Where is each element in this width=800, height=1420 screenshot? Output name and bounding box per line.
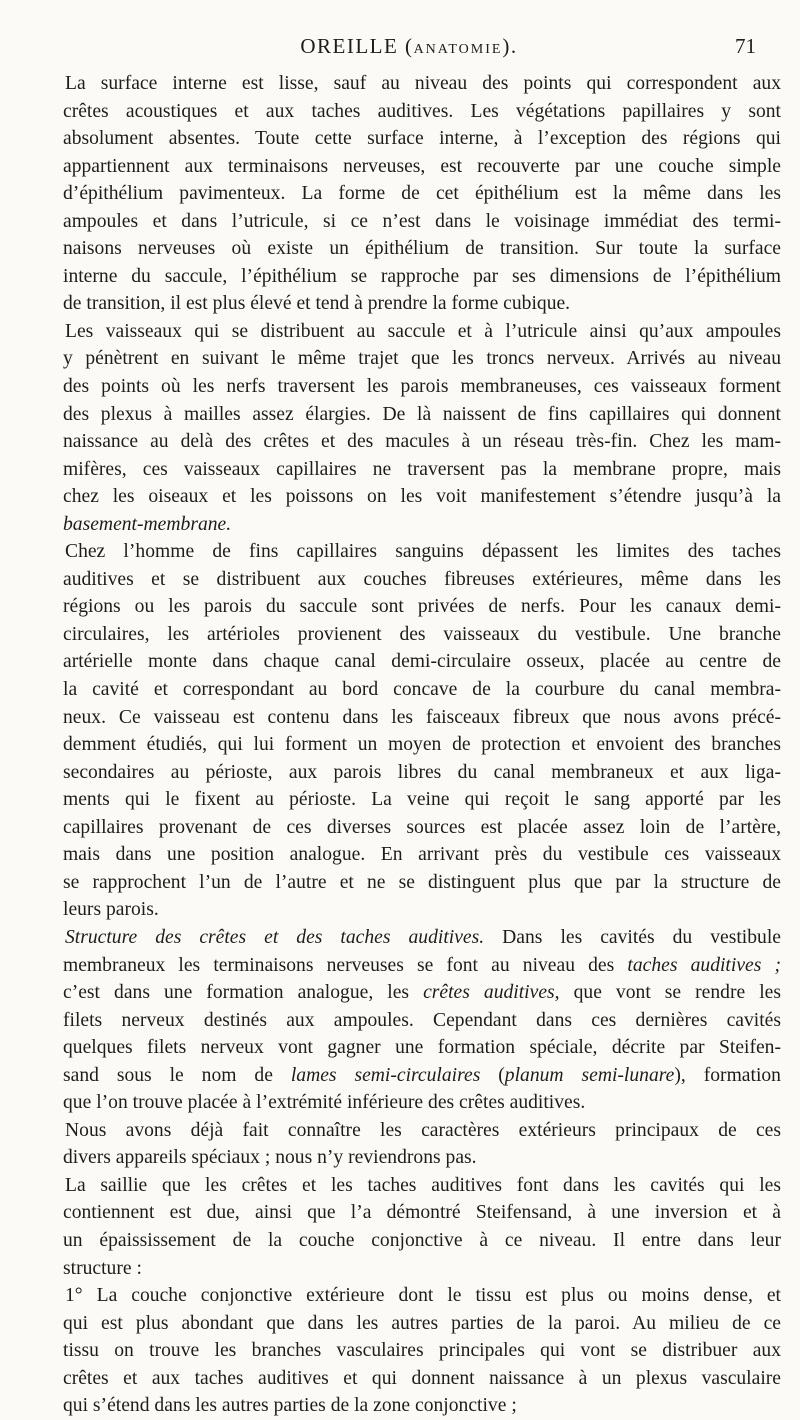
text-line: c’est dans une formation analogue, les crêtes auditives, que vont se rendre les: [63, 982, 781, 1004]
text-line: Structure des crêtes et des taches auditives. Dans les cavités du vestibule: [65, 926, 781, 948]
paragraph: [63, 318, 781, 538]
text-line: leurs parois.: [63, 899, 159, 921]
text-line: appartiennent aux terminaisons nerveuses, est recouverte par une couche simple: [63, 155, 781, 177]
text-line: filets nerveux destinés aux ampoules. Cependant dans ces dernières cavités: [63, 1009, 781, 1031]
text-line: chez les oiseaux et les poissons on les voit manifestement s’étendre jusqu’à la: [63, 486, 781, 508]
page-header: [62, 34, 756, 64]
paragraph: [63, 538, 781, 924]
running-title-subject: ANATOMIE: [413, 42, 503, 57]
running-title: [62, 34, 756, 59]
text-line: basement-membrane.: [63, 513, 232, 535]
text-line: mifères, ces vaisseaux capillaires ne traversent pas la membrane propre, mais: [63, 458, 781, 480]
text-line: Les vaisseaux qui se distribuent au saccule et à l’utricule ainsi qu’aux ampoules: [65, 320, 781, 342]
text-line: crêtes acoustiques et aux taches auditives. Les végétations papillaires y sont: [63, 100, 781, 122]
text-line: artérielle monte dans chaque canal demi-circulaire osseux, placée au centre de: [63, 651, 781, 673]
text-line: ments qui le fixent au périoste. La veine qui reçoit le sang apporté par les: [63, 789, 781, 811]
text-line: tissu on trouve les branches vasculaires principales qui vont se distribuer aux: [63, 1340, 781, 1362]
text-line: un épaississement de la couche conjonctive à ce niveau. Il entre dans leur: [63, 1229, 781, 1251]
text-line: divers appareils spéciaux ; nous n’y reviendrons pas.: [63, 1147, 477, 1169]
text-line: que l’on trouve placée à l’extrémité inférieure des crêtes auditives.: [63, 1092, 586, 1114]
text-line: 1° La couche conjonctive extérieure dont le tissu est plus ou moins dense, et: [65, 1285, 781, 1307]
paragraph: [63, 70, 781, 318]
running-title-main: OREILLE (: [300, 34, 414, 58]
text-line: crêtes et aux taches auditives et qui donnent naissance à un plexus vasculaire: [63, 1367, 781, 1389]
text-line: de transition, il est plus élevé et tend à prendre la forme cubique.: [63, 293, 571, 315]
text-line: ampoules et dans l’utricule, si ce n’est dans le voisinage immédiat des termi-: [63, 210, 781, 232]
text-line: naisons nerveuses où existe un épithélium de transition. Sur toute la surface: [63, 238, 781, 260]
text-line: auditives et se distribuent aux couches fibreuses extérieures, même dans les: [63, 568, 781, 590]
text-line: structure :: [63, 1257, 142, 1279]
paragraph: [63, 1172, 781, 1282]
text-line: sand sous le nom de lames semi-circulaires (planum semi-lunare), formation: [63, 1064, 781, 1086]
text-line: circulaires, les artérioles provienent des vaisseaux du vestibule. Une branche: [63, 623, 781, 645]
text-line: Chez l’homme de fins capillaires sanguins dépassent les limites des taches: [65, 541, 781, 563]
text-line: d’épithélium pavimenteux. La forme de cet épithélium est la même dans les: [63, 183, 781, 205]
text-line: naissance au delà des crêtes et des macules à un réseau très-fin. Chez les mam-: [63, 431, 781, 453]
text-line: qui est plus abondant que dans les autres parties de la paroi. Au milieu de ce: [63, 1312, 781, 1334]
text-line: La saillie que les crêtes et les taches auditives font dans les cavités qui les: [65, 1174, 781, 1196]
text-line: capillaires provenant de ces diverses sources est placée assez loin de l’artère,: [63, 816, 781, 838]
text-line: absolument absentes. Toute cette surface interne, à l’exception des régions qui: [63, 128, 781, 150]
text-line: membraneux les terminaisons nerveuses se font au niveau des taches auditives ;: [63, 954, 782, 976]
paragraph: [63, 1117, 781, 1172]
text-line: mais dans une position analogue. En arrivant près du vestibule ces vaisseaux: [63, 844, 781, 866]
running-title-end: ).: [502, 34, 518, 58]
text-line: interne du saccule, l’épithélium se rapproche par ses dimensions de l’épithélium: [63, 265, 781, 287]
paragraph: [63, 1282, 781, 1420]
text-line: secondaires au périoste, aux parois libres du canal membraneux et aux liga-: [63, 761, 781, 783]
body-text: [63, 70, 781, 1420]
text-line: se rapprochent l’un de l’autre et ne se distinguent plus que par la structure de: [63, 871, 781, 893]
text-line: la cavité et correspondant au bord concave de la courbure du canal membra-: [63, 679, 781, 701]
text-line: régions ou les parois du saccule sont privées de nerfs. Pour les canaux demi-: [63, 596, 781, 618]
text-line: y pénètrent en suivant le même trajet que les troncs nerveux. Arrivés au niveau: [63, 348, 781, 370]
text-line: des points où les nerfs traversent les parois membraneuses, ces vaisseaux forment: [63, 376, 781, 398]
text-line: quelques filets nerveux vont gagner une formation spéciale, décrite par Steifen-: [63, 1037, 781, 1059]
text-line: contiennent est due, ainsi que l’a démontré Steifensand, à une inversion et à: [63, 1202, 781, 1224]
paragraph: [63, 924, 781, 1117]
text-line: demment étudiés, qui lui forment un moyen de protection et envoient des branches: [63, 734, 781, 756]
text-line: La surface interne est lisse, sauf au niveau des points qui correspondent aux: [65, 73, 781, 94]
text-line: neux. Ce vaisseau est contenu dans les faisceaux fibreux que nous avons précé-: [63, 706, 781, 728]
text-line: des plexus à mailles assez élargies. De là naissent de fins capillaires qui donnent: [63, 403, 781, 425]
text-line: qui s’étend dans les autres parties de la zone conjonctive ;: [63, 1395, 517, 1417]
page-number: 71: [735, 34, 756, 58]
text-line: Nous avons déjà fait connaître les caractères extérieurs principaux de ces: [65, 1119, 781, 1141]
